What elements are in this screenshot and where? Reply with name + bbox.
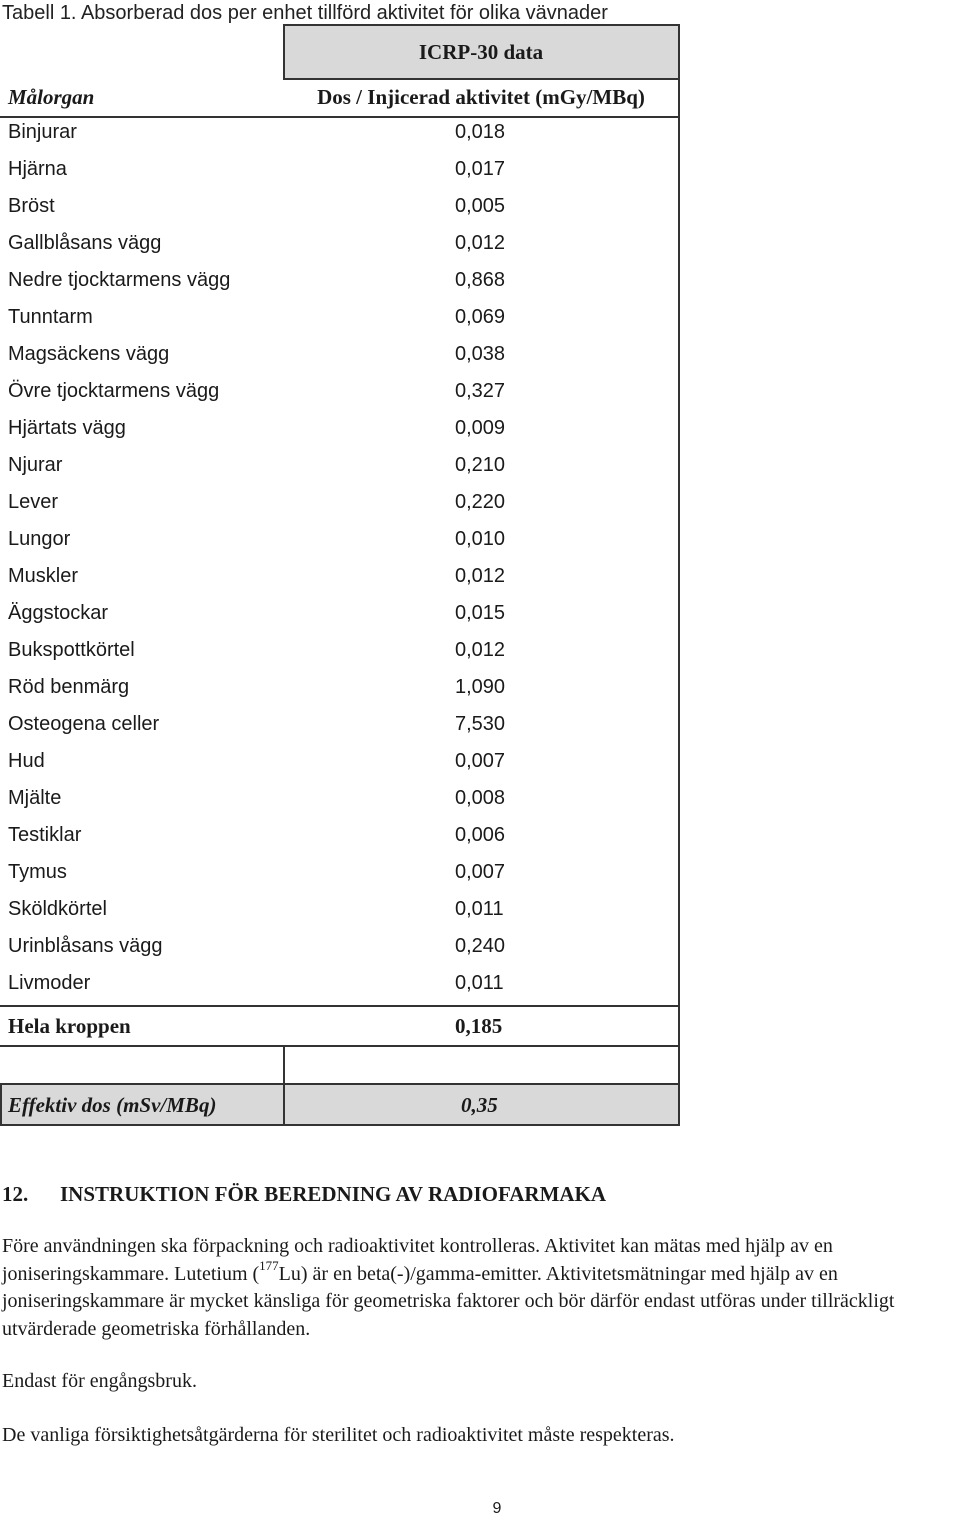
organ-name: Mjälte	[8, 787, 62, 809]
table-row	[0, 708, 680, 745]
table-row	[0, 190, 680, 227]
dose-value: 0,008	[455, 787, 506, 809]
organ-name: Hjärtats vägg	[8, 417, 126, 439]
dose-value: 0,038	[455, 343, 506, 365]
table-row	[0, 153, 680, 190]
organ-name: Övre tjocktarmens vägg	[8, 380, 220, 402]
dose-value: 0,011	[455, 898, 504, 920]
organ-name: Binjurar	[8, 121, 77, 143]
organ-name: Tunntarm	[8, 306, 93, 328]
table-row	[0, 412, 680, 449]
dose-value: 0,005	[455, 195, 506, 217]
organ-name: Testiklar	[8, 824, 82, 846]
dose-value: 0,240	[455, 935, 506, 957]
organ-name: Gallblåsans vägg	[8, 232, 162, 254]
table-row	[0, 264, 680, 301]
table-row	[0, 634, 680, 671]
dose-value: 0,018	[455, 121, 506, 143]
table-row	[0, 671, 680, 708]
organ-name: Nedre tjocktarmens vägg	[8, 269, 231, 291]
column-header-dose: Dos / Injicerad aktivitet (mGy/MBq)	[317, 85, 645, 109]
whole-body-label: Hela kroppen	[8, 1014, 131, 1038]
dose-value: 0,006	[455, 824, 506, 846]
table-row	[0, 597, 680, 634]
organ-name: Magsäckens vägg	[8, 343, 170, 365]
organ-name: Lungor	[8, 528, 71, 550]
organ-name: Äggstockar	[8, 602, 109, 624]
dose-value: 0,327	[455, 380, 506, 402]
organ-name: Tymus	[8, 861, 67, 883]
organ-name: Hjärna	[8, 158, 67, 180]
dose-value: 0,010	[455, 528, 506, 550]
table-body	[0, 116, 680, 1004]
dose-value: 0,015	[455, 602, 506, 624]
effective-dose-value: 0,35	[461, 1093, 498, 1117]
table-row	[0, 745, 680, 782]
table-row	[0, 893, 680, 930]
table-caption: Tabell 1. Absorberad dos per enhet tillförd aktivitet för olika vävnader	[2, 2, 608, 24]
column-header-organ: Målorgan	[8, 85, 95, 109]
dose-value: 0,868	[455, 269, 506, 291]
paragraph-instructions	[2, 1233, 958, 1343]
total-bottom-divider	[0, 1045, 680, 1047]
section-number: 12.	[2, 1182, 29, 1206]
table-row	[0, 301, 680, 338]
dose-value: 0,220	[455, 491, 506, 513]
table-row	[0, 560, 680, 597]
organ-name: Hud	[8, 750, 45, 772]
dose-value: 7,530	[455, 713, 506, 735]
table-row	[0, 449, 680, 486]
organ-name: Livmoder	[8, 972, 91, 994]
dose-value: 0,007	[455, 750, 506, 772]
table-row	[0, 375, 680, 412]
dose-value: 0,069	[455, 306, 506, 328]
table-row	[0, 819, 680, 856]
isotope-superscript: 177	[259, 1257, 279, 1273]
paragraph-precautions: De vanliga försiktighetsåtgärderna för sterilitet och radioaktivitet måste respekteras.	[2, 1424, 675, 1446]
organ-name: Njurar	[8, 454, 63, 476]
dose-value: 1,090	[455, 676, 506, 698]
organ-name: Lever	[8, 491, 59, 513]
organ-name: Bröst	[8, 195, 55, 217]
dose-value: 0,007	[455, 861, 506, 883]
effective-dose-label: Effektiv dos (mSv/MBq)	[8, 1093, 217, 1117]
dose-value: 0,012	[455, 565, 506, 587]
table-row	[0, 967, 680, 1004]
paragraph-single-use: Endast för engångsbruk.	[2, 1370, 197, 1392]
table-row	[0, 782, 680, 819]
table-row	[0, 930, 680, 967]
whole-body-value: 0,185	[455, 1014, 503, 1038]
table-row	[0, 227, 680, 264]
icrp-header: ICRP-30 data	[418, 39, 544, 64]
dose-value: 0,012	[455, 232, 506, 254]
dose-value: 0,017	[455, 158, 506, 180]
organ-name: Röd benmärg	[8, 676, 130, 698]
organ-name: Bukspottkörtel	[8, 639, 135, 661]
organ-name: Osteogena celler	[8, 713, 160, 735]
dose-value: 0,012	[455, 639, 506, 661]
organ-name: Urinblåsans vägg	[8, 935, 163, 957]
table-row	[0, 523, 680, 560]
organ-name: Sköldkörtel	[8, 898, 107, 920]
section-heading	[2, 1180, 606, 1208]
organ-name: Muskler	[8, 565, 79, 587]
dose-value: 0,011	[455, 972, 504, 994]
total-divider	[0, 1005, 680, 1007]
dose-value: 0,210	[455, 454, 506, 476]
blank-row-divider	[283, 1045, 285, 1085]
dose-value: 0,009	[455, 417, 506, 439]
page-number: 9	[492, 1500, 502, 1517]
paragraph-text: Före användningen ska förpackning och radioaktivitet kontrolleras. Aktivitet kan mätas med hjälp av en joniseringskammare. Lutetium (	[2, 1235, 833, 1285]
paragraph-text: Lu) är en beta(-)/gamma-emitter. Aktivitetsmätningar med hjälp av en joniseringskammare är mycket känsliga för geometriska faktorer och bör därför endast utföras under tillräckligt utvärderade geometriska förhållanden.	[2, 1262, 895, 1340]
section-title: INSTRUKTION FÖR BEREDNING AV RADIOFARMAKA	[60, 1182, 607, 1206]
table-row	[0, 486, 680, 523]
table-row	[0, 338, 680, 375]
table-row	[0, 856, 680, 893]
table-row	[0, 116, 680, 153]
effective-dose-divider	[283, 1083, 285, 1126]
